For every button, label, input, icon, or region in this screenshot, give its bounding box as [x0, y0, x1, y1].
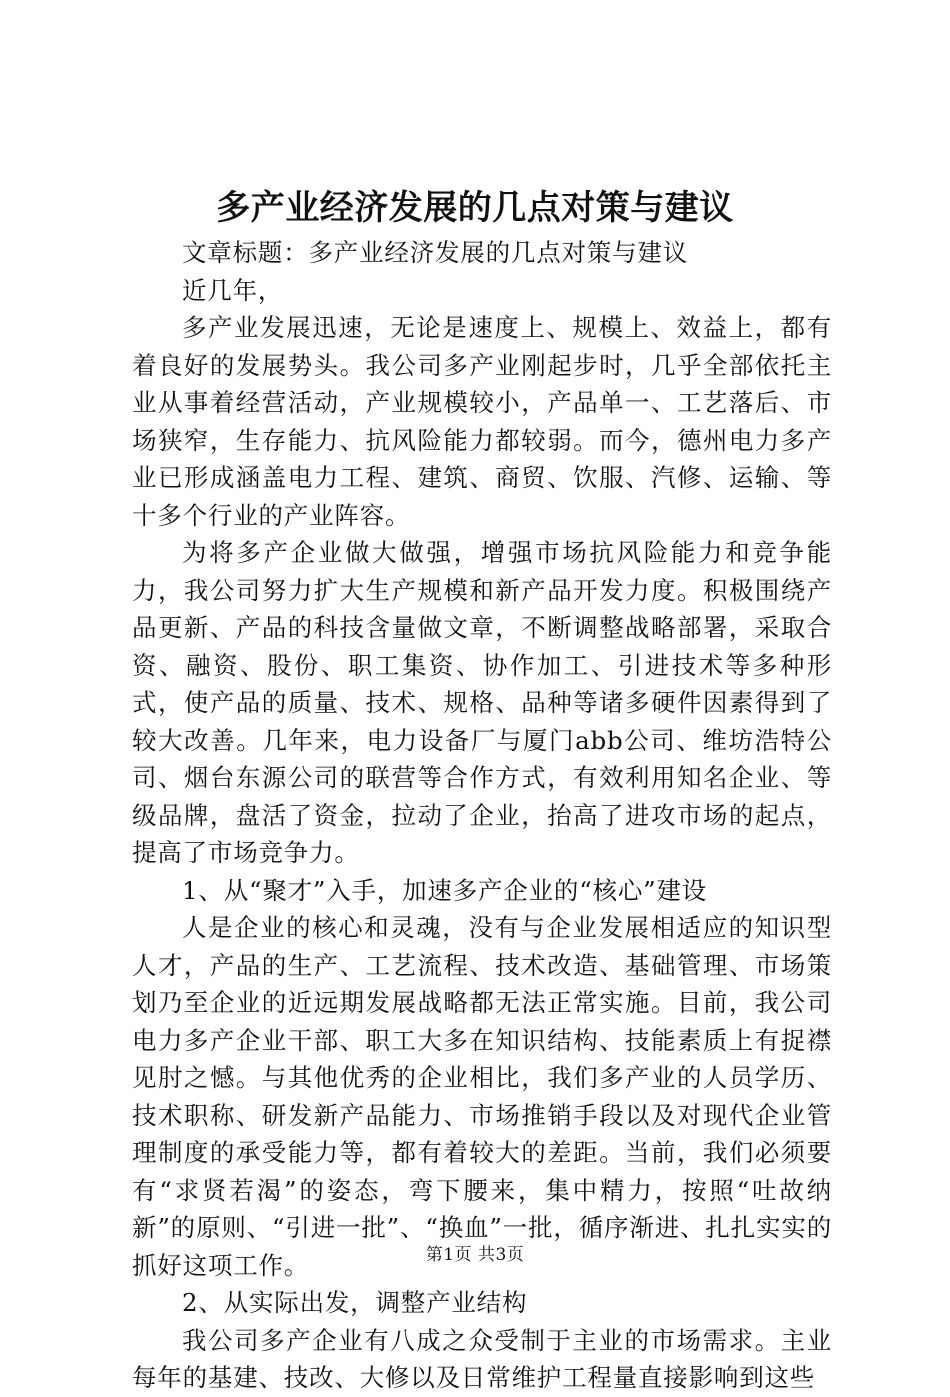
page-number-footer: 第1页 共3页 [425, 1245, 525, 1265]
section-heading: 1、从“聚才”入手，加速多产企业的“核心”建设 [182, 875, 708, 905]
paragraph: 多产业发展迅速，无论是速度上、规模上、效益上，都有着良好的发展势头。我公司多产业刚起步时，几乎全部依托主业从事着经营活动，产业规模较小，产品单一、工艺落后、市场狭窄，生存能力、抗风险能力都较弱。而今，德州电力多产业已形成涵盖电力工程、建筑、商贸、饮服、汽修、运输、等十多个行业的产业阵容。 [132, 313, 832, 530]
paragraph: 人是企业的核心和灵魂，没有与企业发展相适应的知识型人才，产品的生产、工艺流程、技术改造、基础管理、市场策划乃至企业的近远期发展战略都无法正常实施。目前，我公司电力多产企业干部、职工大多在知识结构、技能素质上有捉襟见肘之憾。与其他优秀的企业相比，我们多产业的人员学历、技术职称、研发新产品能力、市场推销手段以及对现代企业管理制度的承受能力等，都有着较大的差距。当前，我们必须要有“求贤若渴”的姿态，弯下腰来，集中精力，按照“吐故纳新”的原则、“引进一批”、“换血”一批，循序渐进、扎扎实实的抓好这项工作。 [132, 913, 832, 1280]
intro-line: 近几年， [182, 275, 284, 305]
document-body [132, 234, 832, 1397]
article-title-line: 文章标题：多产业经济发展的几点对策与建议 [182, 238, 688, 267]
paragraph: 为将多产企业做大做强，增强市场抗风险能力和竞争能力，我公司努力扩大生产规模和新产品开发力度。积极围绕产品更新、产品的科技含量做文章，不断调整战略部署，采取合资、融资、股份、职工集资、协作加工、引进技术等多种形式，使产品的质量、技术、规格、品种等诸多硬件因素得到了较大改善。几年来，电力设备厂与厦门abb公司、维坊浩特公司、烟台东源公司的联营等合作方式，有效利用知名企业、等级品牌，盘活了资金，拉动了企业，抬高了进攻市场的起点，提高了市场竞争力。 [132, 538, 832, 867]
document-title: 多产业经济发展的几点对策与建议 [216, 188, 734, 228]
section-heading: 2、从实际出发，调整产业结构 [182, 1288, 528, 1317]
paragraph: 我公司多产企业有八成之众受制于主业的市场需求。主业每年的基建、技改、大修以及日常维护工程量直接影响到这些 [132, 1325, 832, 1392]
